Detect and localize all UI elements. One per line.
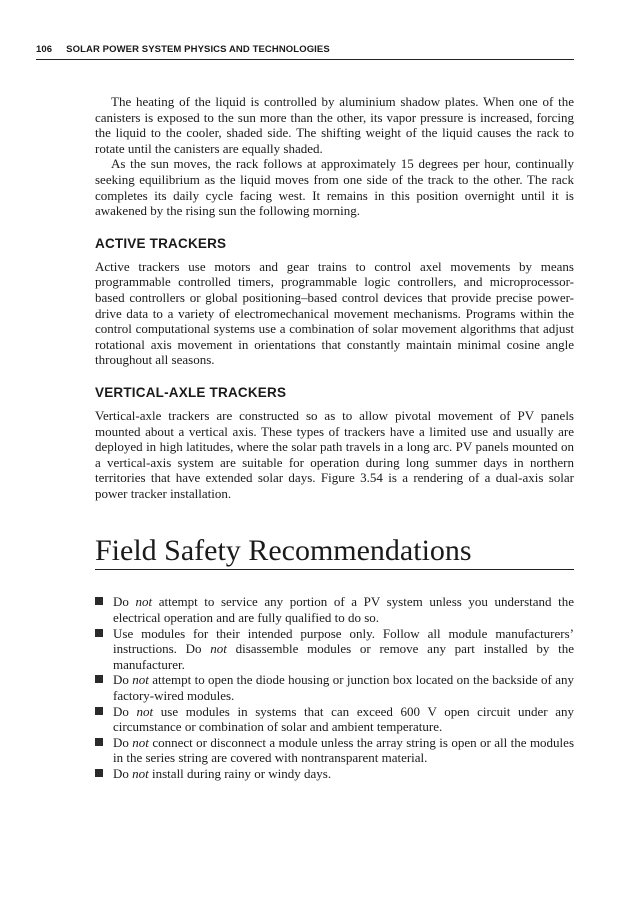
square-bullet-icon	[95, 738, 103, 746]
field-safety-title: Field Safety Recommendations	[95, 533, 574, 570]
safety-recommendations-list	[95, 594, 574, 781]
active-trackers-heading: ACTIVE TRACKERS	[95, 235, 227, 251]
square-bullet-icon	[95, 675, 103, 683]
page-number: 106	[36, 44, 53, 55]
running-title: SOLAR POWER SYSTEM PHYSICS AND TECHNOLOGIES	[66, 44, 330, 55]
square-bullet-icon	[95, 629, 103, 637]
list-item: Do not use modules in systems that can exceed 600 V open circuit under any circumstance or combination of solar and ambient temperature.	[95, 704, 574, 735]
list-item: Do not attempt to service any portion of a PV system unless you understand the electrical operation and are fully qualified to do so.	[95, 594, 574, 625]
running-header	[36, 44, 574, 60]
active-trackers-paragraph: Active trackers use motors and gear trains to control axel movements by means programmable controlled timers, programmable logic controllers, and microprocessor-based controllers or global positioning–based control devices that provide precise power-drive data to a variety of electromechanical movement mechanisms. Programs within the control computational systems use a combination of solar movement algorithms that adjust rotational axis movement in orientations that constantly maintain minimal cosine angle throughout all seasons.	[95, 258, 574, 368]
list-item: Do not install during rainy or windy days.	[95, 766, 574, 782]
page-content	[95, 94, 574, 782]
square-bullet-icon	[95, 597, 103, 605]
square-bullet-icon	[95, 707, 103, 715]
vertical-axle-trackers-paragraph: Vertical-axle trackers are constructed so as to allow pivotal movement of PV panels mounted about a vertical axis. These types of trackers have a limited use and usually are deployed in high latitudes, where the solar path travels in a long arc. PV panels mounted on a vertical-axis system are suitable for operation during long summer days in northern territories that have extended solar days. Figure 3.54 is a rendering of a dual-axis solar power tracker installation.	[95, 407, 574, 501]
vertical-axle-trackers-heading: VERTICAL-AXLE TRACKERS	[95, 384, 287, 400]
intro-paragraph-1: The heating of the liquid is controlled by aluminium shadow plates. When one of the canisters is exposed to the sun more than the other, its vapor pressure is increased, forcing the liquid to the cooler, shaded side. The shifting weight of the liquid causes the rack to rotate until the canisters are equally shaded.	[95, 94, 574, 156]
intro-paragraph-2: As the sun moves, the rack follows at approximately 15 degrees per hour, continually seeking equilibrium as the liquid moves from one side of the track to the other. The rack completes its daily cycle facing west. It remains in this position overnight until it is awakened by the rising sun the following morning.	[95, 156, 574, 219]
list-item: Use modules for their intended purpose only. Follow all module manufacturers’ instructions. Do not disassemble modules or remove any part installed by the manufacturer.	[95, 626, 574, 673]
square-bullet-icon	[95, 769, 103, 777]
list-item: Do not attempt to open the diode housing or junction box located on the backside of any factory-wired modules.	[95, 672, 574, 703]
list-item: Do not connect or disconnect a module unless the array string is open or all the modules in the series string are covered with nontransparent material.	[95, 735, 574, 766]
